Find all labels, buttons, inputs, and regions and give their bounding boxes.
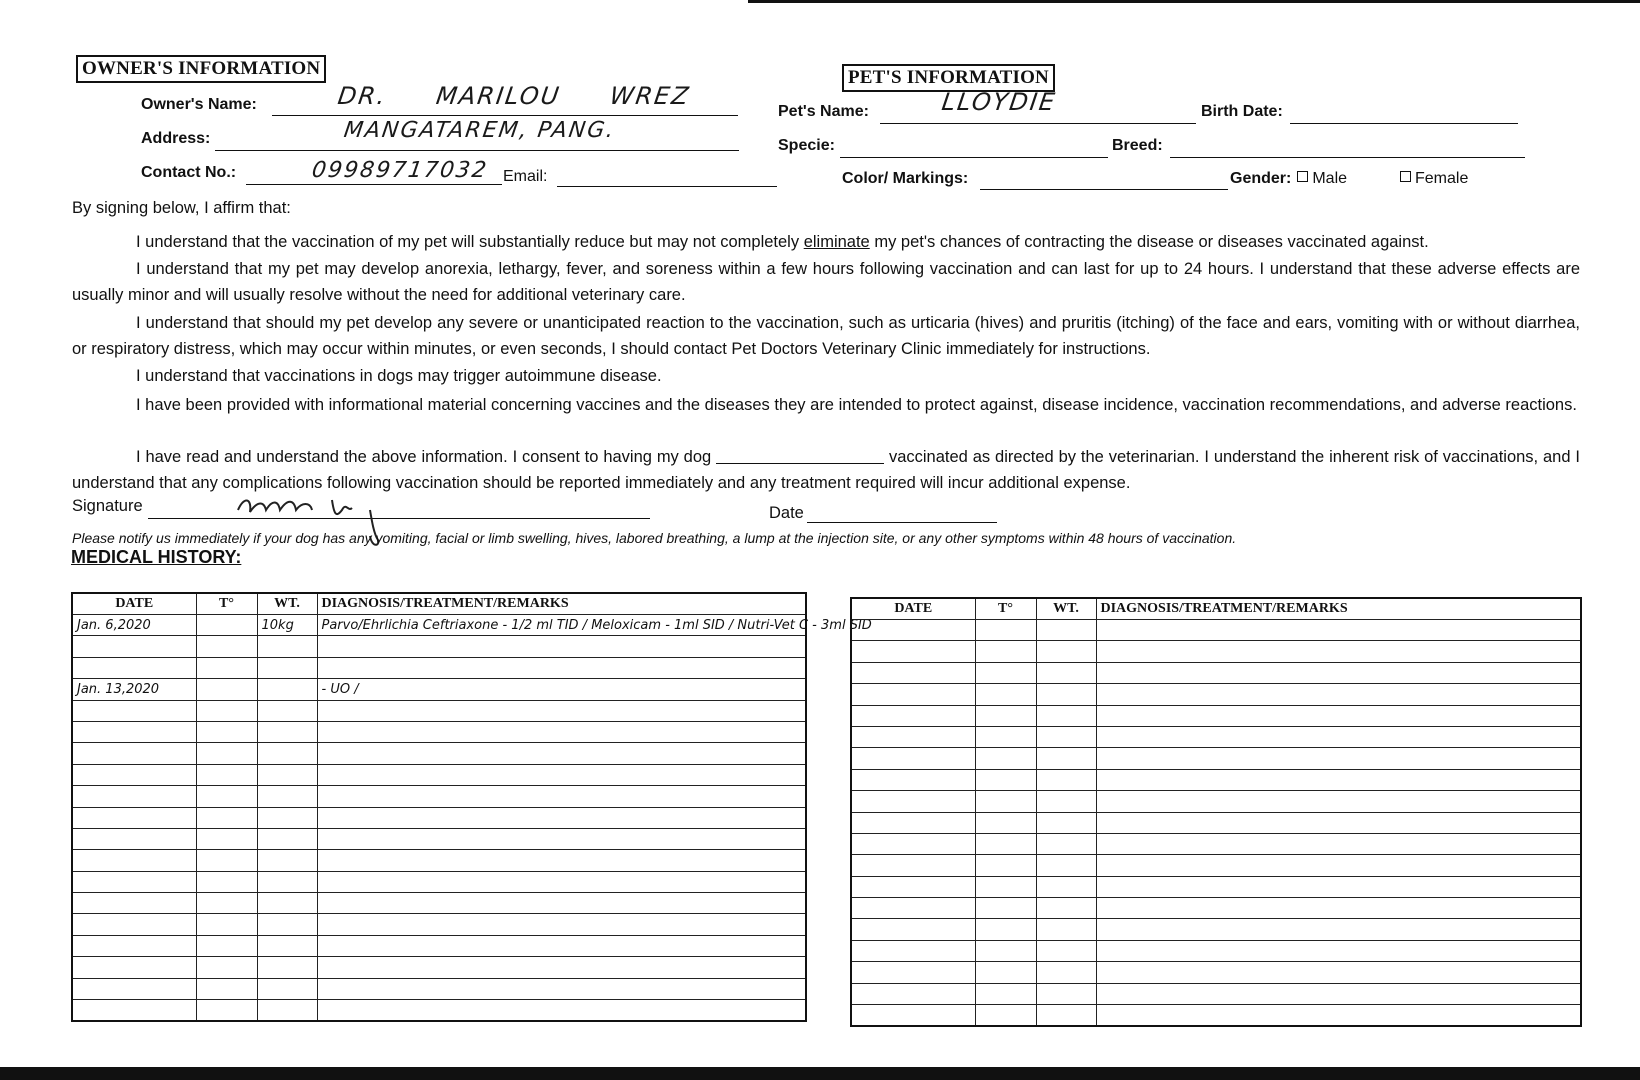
t-cell[interactable]: [196, 978, 257, 999]
table-row: [851, 769, 1581, 790]
table-row: [72, 679, 806, 700]
table-row: [851, 940, 1581, 961]
remarks-cell[interactable]: [1096, 748, 1581, 769]
remarks-cell[interactable]: [1096, 940, 1581, 961]
t-cell[interactable]: [975, 1005, 1036, 1027]
date-cell[interactable]: [851, 726, 975, 747]
wt-cell[interactable]: [1036, 684, 1096, 705]
color-markings-line[interactable]: [980, 189, 1228, 190]
male-checkbox[interactable]: [1297, 171, 1308, 182]
table-row: [851, 748, 1581, 769]
owner-name-value[interactable]: DR. MARILOU WREZ: [336, 82, 692, 110]
date-cell[interactable]: [72, 636, 196, 657]
wt-cell[interactable]: [257, 743, 317, 764]
wt-cell[interactable]: [257, 914, 317, 935]
t-cell[interactable]: [975, 962, 1036, 983]
date-cell[interactable]: [72, 935, 196, 956]
wt-cell[interactable]: [257, 828, 317, 849]
table-row: [72, 1000, 806, 1022]
email-label: Email:: [503, 168, 548, 185]
table-header-row: [851, 598, 1581, 620]
pet-section-title: PET'S INFORMATION: [842, 64, 1055, 92]
wt-cell[interactable]: [257, 850, 317, 871]
remarks-cell[interactable]: [1096, 620, 1581, 641]
t-cell[interactable]: [975, 940, 1036, 961]
wt-cell[interactable]: [1036, 812, 1096, 833]
t-cell[interactable]: [196, 615, 257, 636]
wt-cell[interactable]: [1036, 726, 1096, 747]
table-row: [851, 684, 1581, 705]
consent-paragraph-4: I understand that vaccinations in dogs may trigger autoimmune disease.: [136, 367, 662, 385]
breed-label: Breed:: [1112, 137, 1163, 154]
remarks-cell[interactable]: [317, 721, 806, 742]
t-cell[interactable]: [975, 769, 1036, 790]
remarks-cell[interactable]: [317, 807, 806, 828]
t-cell[interactable]: [196, 764, 257, 785]
t-cell[interactable]: [196, 850, 257, 871]
date-cell[interactable]: [851, 812, 975, 833]
remarks-cell[interactable]: [1096, 684, 1581, 705]
remarks-cell[interactable]: [317, 700, 806, 721]
date-cell[interactable]: [72, 871, 196, 892]
t-cell[interactable]: [975, 855, 1036, 876]
date-cell[interactable]: [851, 791, 975, 812]
wt-cell[interactable]: [257, 871, 317, 892]
remarks-cell[interactable]: [317, 914, 806, 935]
date-cell[interactable]: [72, 893, 196, 914]
table-row: [72, 721, 806, 742]
wt-cell[interactable]: [257, 807, 317, 828]
remarks-cell[interactable]: [1096, 855, 1581, 876]
t-cell[interactable]: [975, 641, 1036, 662]
wt-cell[interactable]: [1036, 620, 1096, 641]
date-cell[interactable]: [72, 807, 196, 828]
female-checkbox[interactable]: [1400, 171, 1411, 182]
date-cell[interactable]: [851, 769, 975, 790]
table-row: [72, 893, 806, 914]
date-cell[interactable]: [851, 876, 975, 897]
wt-cell[interactable]: [257, 700, 317, 721]
email-line[interactable]: [557, 186, 777, 187]
consent-paragraph-1: I understand that the vaccination of my pet will substantially reduce but may not completely eliminate my pet's chances of contracting the disease or diseases vaccinated against.: [136, 233, 1429, 251]
contact-label: Contact No.:: [141, 164, 237, 181]
owner-section-title: OWNER'S INFORMATION: [76, 55, 326, 83]
wt-cell[interactable]: [1036, 919, 1096, 940]
table-row: [851, 898, 1581, 919]
t-cell[interactable]: [975, 748, 1036, 769]
remarks-cell[interactable]: [317, 935, 806, 956]
wt-cell[interactable]: [1036, 940, 1096, 961]
date-cell[interactable]: [72, 657, 196, 678]
consent-paragraph-2: I understand that my pet may develop anorexia, lethargy, fever, and soreness within a few hours following vaccination and can last for up to 24 hours. I understand that these adverse effects are usually minor and will usually resolve without the need for additional veterinary care.: [72, 260, 1580, 304]
date-cell[interactable]: [851, 983, 975, 1004]
signature-mark: [230, 488, 410, 558]
date-line[interactable]: [807, 522, 997, 523]
date-cell[interactable]: [851, 662, 975, 683]
remarks-cell[interactable]: [1096, 662, 1581, 683]
table-header-row: [72, 593, 806, 615]
specie-line[interactable]: [840, 157, 1108, 158]
t-cell[interactable]: [196, 721, 257, 742]
consent-paragraph-5: I have been provided with informational material concerning vaccines and the diseases they are intended to protect against, disease incidence, vaccination recommendations, and adverse reactions.: [136, 396, 1577, 414]
remarks-cell[interactable]: [317, 893, 806, 914]
table-row: [851, 620, 1581, 641]
date-cell[interactable]: [851, 940, 975, 961]
t-cell[interactable]: [196, 935, 257, 956]
gender-field: [1230, 170, 1347, 188]
table-row: [72, 636, 806, 657]
wt-cell[interactable]: [1036, 769, 1096, 790]
date-cell[interactable]: [72, 828, 196, 849]
table-row: [72, 615, 806, 636]
t-cell[interactable]: [975, 833, 1036, 854]
signature-label: Signature: [72, 497, 143, 515]
wt-cell[interactable]: [1036, 791, 1096, 812]
consent-intro: By signing below, I affirm that:: [72, 199, 291, 217]
specie-label: Specie:: [778, 137, 835, 154]
date-cell[interactable]: [851, 620, 975, 641]
table-row: [851, 876, 1581, 897]
t-cell[interactable]: [196, 700, 257, 721]
wt-cell[interactable]: [257, 978, 317, 999]
date-cell[interactable]: [851, 684, 975, 705]
birth-date-line[interactable]: [1290, 123, 1518, 124]
t-cell[interactable]: [975, 726, 1036, 747]
date-label: Date: [769, 504, 804, 522]
t-cell[interactable]: [196, 807, 257, 828]
date-cell[interactable]: [72, 1000, 196, 1022]
table-row: [851, 705, 1581, 726]
table-row: [72, 786, 806, 807]
wt-cell[interactable]: [257, 893, 317, 914]
remarks-cell[interactable]: [317, 957, 806, 978]
female-option: [1400, 170, 1468, 188]
remarks-cell[interactable]: [317, 764, 806, 785]
table-row: [851, 983, 1581, 1004]
date-cell[interactable]: [72, 700, 196, 721]
t-cell[interactable]: [975, 662, 1036, 683]
t-cell[interactable]: [975, 983, 1036, 1004]
date-cell[interactable]: [851, 962, 975, 983]
remarks-cell[interactable]: - UO /: [317, 679, 806, 700]
date-cell[interactable]: [72, 978, 196, 999]
remarks-cell[interactable]: [1096, 876, 1581, 897]
vaccination-notice: Please notify us immediately if your dog has any vomiting, facial or limb swelling, hives, labored breathing, a lump at the injection site, or any other symptoms within 48 hours of vaccination.: [72, 530, 1237, 546]
date-cell[interactable]: [851, 748, 975, 769]
table-row: [851, 662, 1581, 683]
table-row: [72, 914, 806, 935]
eliminate-underlined: eliminate: [803, 233, 870, 251]
consent-paragraph-6: I have read and understand the above information. I consent to having my dog vaccinated as directed by the veterinarian. I understand the inherent risk of vaccinations, and I understand that any complications following vaccination should be reported immediately and any treatment required will incur additional expense.: [72, 448, 1580, 492]
t-cell[interactable]: [975, 684, 1036, 705]
wt-cell[interactable]: [257, 957, 317, 978]
date-cell[interactable]: [72, 786, 196, 807]
table-row: [72, 978, 806, 999]
wt-cell[interactable]: [257, 935, 317, 956]
t-cell[interactable]: [196, 1000, 257, 1022]
medical-history-table-left: [71, 592, 872, 1022]
remarks-cell[interactable]: [1096, 983, 1581, 1004]
table-row: [851, 726, 1581, 747]
date-cell[interactable]: Jan. 13,2020: [72, 679, 196, 700]
date-cell[interactable]: [851, 898, 975, 919]
remarks-cell[interactable]: [317, 871, 806, 892]
t-cell[interactable]: [975, 898, 1036, 919]
table-row: [851, 855, 1581, 876]
weight-header: WT.: [1036, 598, 1096, 620]
address-label: Address:: [141, 130, 211, 147]
remarks-cell[interactable]: [317, 743, 806, 764]
t-cell[interactable]: [975, 791, 1036, 812]
table-row: [72, 807, 806, 828]
t-cell[interactable]: [196, 657, 257, 678]
wt-cell[interactable]: [1036, 833, 1096, 854]
contact-line[interactable]: [246, 184, 502, 185]
remarks-cell[interactable]: [1096, 726, 1581, 747]
female-label: Female: [1415, 170, 1469, 187]
table-row: [72, 743, 806, 764]
wt-cell[interactable]: [1036, 641, 1096, 662]
t-cell[interactable]: [196, 957, 257, 978]
birth-date-label: Birth Date:: [1201, 103, 1283, 120]
t-cell[interactable]: [975, 620, 1036, 641]
pet-name-label: Pet's Name:: [778, 103, 869, 120]
wt-cell[interactable]: [257, 764, 317, 785]
remarks-cell[interactable]: [1096, 919, 1581, 940]
t-cell[interactable]: [975, 876, 1036, 897]
t-cell[interactable]: [196, 743, 257, 764]
owner-name-line[interactable]: [272, 115, 738, 116]
wt-cell[interactable]: [1036, 855, 1096, 876]
date-cell[interactable]: [72, 764, 196, 785]
wt-cell[interactable]: [1036, 748, 1096, 769]
remarks-cell[interactable]: [1096, 769, 1581, 790]
table-row: [72, 850, 806, 871]
date-header: DATE: [72, 593, 196, 615]
table-row: [851, 919, 1581, 940]
table-row: [851, 791, 1581, 812]
remarks-cell[interactable]: [1096, 641, 1581, 662]
t-cell[interactable]: [196, 679, 257, 700]
wt-cell[interactable]: [257, 679, 317, 700]
table-row: [72, 957, 806, 978]
date-cell[interactable]: [72, 914, 196, 935]
dog-name-blank[interactable]: [716, 463, 884, 464]
date-cell[interactable]: [851, 919, 975, 940]
pet-name-line[interactable]: [880, 123, 1196, 124]
remarks-header: DIAGNOSIS/TREATMENT/REMARKS: [317, 593, 806, 615]
t-cell[interactable]: [196, 871, 257, 892]
table-row: [851, 812, 1581, 833]
date-cell[interactable]: [72, 957, 196, 978]
date-cell[interactable]: [851, 833, 975, 854]
remarks-cell[interactable]: [317, 850, 806, 871]
t-cell[interactable]: [196, 893, 257, 914]
t-cell[interactable]: [196, 914, 257, 935]
t-cell[interactable]: [196, 786, 257, 807]
t-cell[interactable]: [975, 705, 1036, 726]
medical-history-title: MEDICAL HISTORY:: [71, 547, 242, 567]
scan-edge-bottom: [0, 1067, 1640, 1080]
table-row: [72, 764, 806, 785]
table-row: [851, 1005, 1581, 1027]
remarks-cell[interactable]: [1096, 898, 1581, 919]
wt-cell[interactable]: [257, 786, 317, 807]
wt-cell[interactable]: [1036, 1005, 1096, 1027]
date-cell[interactable]: [851, 705, 975, 726]
consent-paragraph-3: I understand that should my pet develop any severe or unanticipated reaction to the vaccination, such as urticaria (hives) and pruritis (itching) of the face and ears, vomiting with or without diarrhea, or respiratory distress, which may occur within minutes, or even seconds, I should contact Pet Doctors Veterinary Clinic immediately for instructions.: [72, 314, 1580, 358]
wt-cell[interactable]: [1036, 705, 1096, 726]
wt-cell[interactable]: [257, 657, 317, 678]
male-label: Male: [1312, 170, 1348, 187]
date-cell[interactable]: [851, 1005, 975, 1027]
pet-name-value[interactable]: LLOYDIE: [940, 88, 1059, 116]
scan-edge-top: [748, 0, 1640, 3]
table-row: [72, 828, 806, 849]
remarks-cell[interactable]: [1096, 1005, 1581, 1027]
remarks-cell[interactable]: [1096, 791, 1581, 812]
wt-cell[interactable]: [257, 1000, 317, 1022]
remarks-cell[interactable]: Parvo/Ehrlichia Ceftriaxone - 1/2 ml TID / Meloxicam - 1ml SID / Nutri-Vet C - 3ml SID: [317, 615, 806, 636]
remarks-cell[interactable]: [317, 978, 806, 999]
remarks-cell[interactable]: [1096, 833, 1581, 854]
table-row: [851, 641, 1581, 662]
address-value[interactable]: MANGATAREM, PANG.: [342, 118, 618, 143]
remarks-cell[interactable]: [317, 657, 806, 678]
remarks-header: DIAGNOSIS/TREATMENT/REMARKS: [1096, 598, 1581, 620]
weight-header: WT.: [257, 593, 317, 615]
table-row: [851, 962, 1581, 983]
table-row: [72, 657, 806, 678]
table-row: [72, 871, 806, 892]
date-cell[interactable]: [72, 850, 196, 871]
t-cell[interactable]: [196, 636, 257, 657]
wt-cell[interactable]: [1036, 962, 1096, 983]
date-header: DATE: [851, 598, 975, 620]
t-cell[interactable]: [975, 919, 1036, 940]
wt-cell[interactable]: [1036, 876, 1096, 897]
medical-history-table-right: [850, 597, 1582, 1027]
wt-cell[interactable]: [1036, 662, 1096, 683]
wt-cell[interactable]: 10kg: [257, 615, 317, 636]
table-row: [72, 935, 806, 956]
date-cell[interactable]: [72, 743, 196, 764]
date-cell[interactable]: [72, 721, 196, 742]
wt-cell[interactable]: [257, 721, 317, 742]
remarks-cell[interactable]: [317, 636, 806, 657]
wt-cell[interactable]: [257, 636, 317, 657]
gender-label: Gender:: [1230, 170, 1292, 187]
remarks-cell[interactable]: [317, 1000, 806, 1022]
wt-cell[interactable]: [1036, 983, 1096, 1004]
color-markings-label: Color/ Markings:: [842, 170, 969, 187]
address-line[interactable]: [215, 150, 739, 151]
contact-value[interactable]: 09989717032: [310, 158, 490, 183]
remarks-cell[interactable]: [317, 786, 806, 807]
table-row: [72, 700, 806, 721]
date-cell[interactable]: Jan. 6,2020: [72, 615, 196, 636]
remarks-cell[interactable]: [1096, 812, 1581, 833]
date-cell[interactable]: [851, 855, 975, 876]
owner-name-label: Owner's Name:: [141, 96, 257, 113]
temp-header: T°: [196, 593, 257, 615]
remarks-cell[interactable]: [1096, 962, 1581, 983]
temp-header: T°: [975, 598, 1036, 620]
breed-line[interactable]: [1170, 157, 1525, 158]
date-cell[interactable]: [851, 641, 975, 662]
remarks-cell[interactable]: [317, 828, 806, 849]
t-cell[interactable]: [975, 812, 1036, 833]
t-cell[interactable]: [196, 828, 257, 849]
wt-cell[interactable]: [1036, 898, 1096, 919]
remarks-cell[interactable]: [1096, 705, 1581, 726]
table-row: [851, 833, 1581, 854]
